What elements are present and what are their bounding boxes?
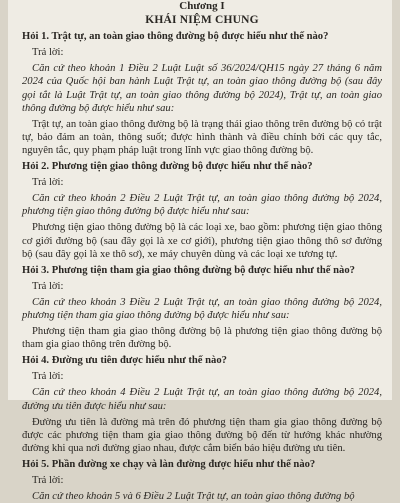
legal-citation: Căn cứ theo khoản 4 Điều 2 Luật Trật tự, an toàn giao thông đường bộ 2024, đường ưu tiên được hiểu như sau: [22, 387, 382, 412]
answer-label: Trả lời: [32, 280, 64, 292]
question-heading: Hỏi 5. Phần đường xe chạy và làn đường được hiểu như thế nào? [22, 458, 316, 470]
question-heading: Hỏi 1. Trật tự, an toàn giao thông đường bộ được hiểu như thế nào? [22, 31, 329, 43]
answer-text: Phương tiện tham gia giao thông đường bộ là phương tiện giao thông đường bộ tham gia giao thông trên đường bộ. [22, 326, 382, 351]
question-block [22, 264, 382, 352]
legal-citation: Căn cứ theo khoản 1 Điều 2 Luật Luật số 36/2024/QH15 ngày 27 tháng 6 năm 2024 của Quốc hội ban hành Luật Trật tự, an toàn giao thông đường bộ (sau đây gọi tắt là Luật Trật tự, an toàn giao thông đường bộ 2024), Trật tự, an toàn giao thông đường bộ được hiểu như sau: [22, 63, 382, 114]
chapter-heading: Chương I [179, 0, 225, 12]
document-page [8, 0, 392, 503]
answer-label: Trả lời: [32, 371, 64, 383]
answer-text: Phương tiện giao thông đường bộ là các loại xe, bao gồm: phương tiện giao thông cơ giới đường bộ (sau đây gọi là xe cơ giới), phương tiện giao thông thô sơ đường bộ (sau đây gọi là xe thô sơ), xe máy chuyên dùng và các loại xe tương tự. [22, 222, 382, 260]
legal-citation: Căn cứ theo khoản 3 Điều 2 Luật Trật tự, an toàn giao thông đường bộ 2024, phương tiện tham gia giao thông đường bộ được hiểu như sau: [22, 296, 382, 321]
question-block [22, 458, 382, 503]
question-block [22, 30, 382, 157]
legal-citation: Căn cứ theo khoản 2 Điều 2 Luật Trật tự, an toàn giao thông đường bộ 2024, phương tiện giao thông đường bộ được hiểu như sau: [22, 193, 382, 218]
answer-label: Trả lời: [32, 47, 64, 59]
question-heading: Hỏi 4. Đường ưu tiên được hiểu như thế nào? [22, 355, 227, 367]
question-heading: Hỏi 3. Phương tiện tham gia giao thông đường bộ được hiểu như thế nào? [22, 264, 355, 276]
answer-label: Trả lời: [32, 177, 64, 189]
answer-text: Đường ưu tiên là đường mà trên đó phương tiện tham gia giao thông đường bộ được các phương tiện tham gia giao thông đường bộ đến từ hướng khác nhường đường khi qua nơi đường giao nhau, được cắm biển báo hiệu đường ưu tiên. [22, 416, 382, 454]
chapter-title: KHÁI NIỆM CHUNG [145, 14, 259, 27]
answer-label: Trả lời: [32, 475, 64, 486]
question-heading: Hỏi 2. Phương tiện giao thông đường bộ được hiểu như thế nào? [22, 161, 313, 173]
question-block [22, 160, 382, 261]
question-block [22, 354, 382, 455]
answer-text: Trật tự, an toàn giao thông đường bộ là trạng thái giao thông trên đường bộ có trật tự, bảo đảm an toàn, thông suốt; được hình thành và điều chỉnh bởi các quy tắc, nguyên tắc, quy phạm pháp luật trong lĩnh vực giao thông đường bộ. [22, 118, 382, 156]
legal-citation: Căn cứ theo khoản 5 và 6 Điều 2 Luật Trật tự, an toàn giao thông đường bộ [32, 491, 355, 503]
